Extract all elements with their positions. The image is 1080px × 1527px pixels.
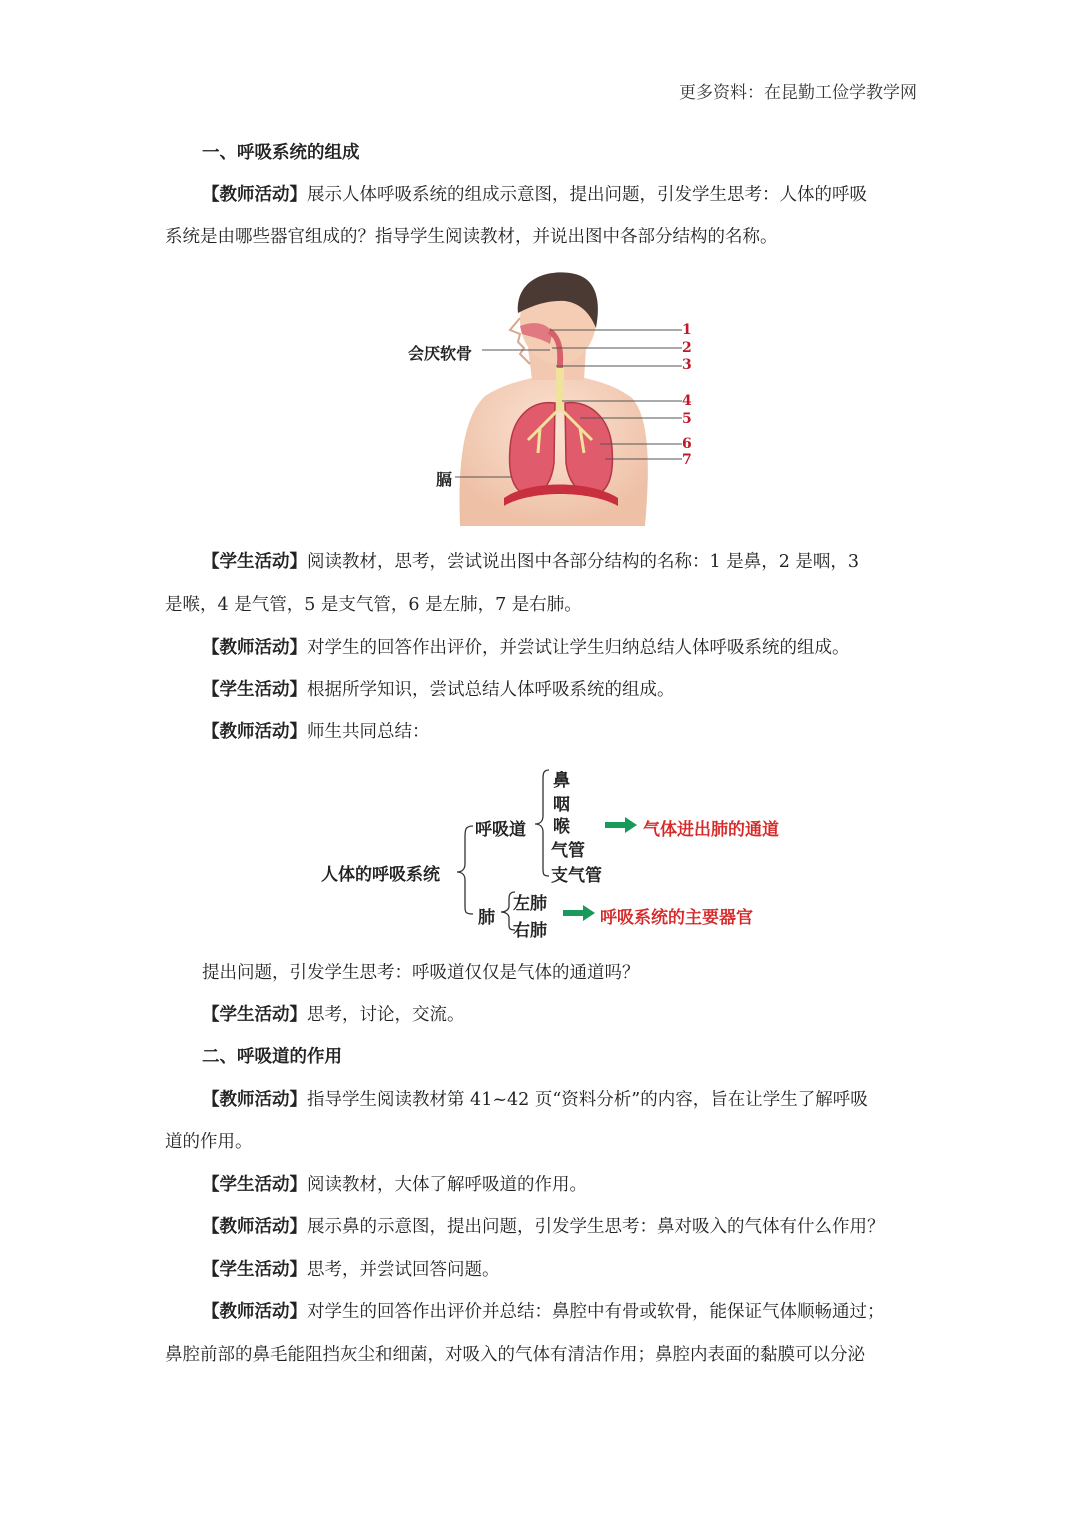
lung-note: 呼吸系统的主要器官 — [600, 908, 753, 928]
figure-number-6: 6 — [682, 436, 692, 452]
activity-tag: 【学生活动】 — [202, 680, 307, 700]
paragraph-teacher-2 — [202, 636, 954, 660]
diagram-root: 人体的呼吸系统 — [321, 865, 440, 885]
activity-tag: 【教师活动】 — [202, 1217, 307, 1237]
paragraph-student-4 — [202, 1173, 954, 1197]
activity-tag: 【教师活动】 — [202, 722, 307, 742]
summary-diagram — [315, 760, 815, 945]
paragraph-student-2 — [202, 678, 954, 702]
paragraph-text: 展示鼻的示意图，提出问题，引发学生思考：鼻对吸入的气体有什么作用？ — [307, 1217, 885, 1237]
lung-item-left: 左肺 — [513, 894, 547, 914]
page-header: 更多资料：在昆勤工俭学教学网 — [679, 83, 917, 103]
diagram-airway: 呼吸道 — [475, 820, 526, 840]
figure-number-5: 5 — [682, 411, 692, 427]
label-diaphragm: 膈 — [436, 470, 453, 489]
paragraph-student-3 — [202, 1003, 954, 1027]
figure-number-4: 4 — [682, 393, 692, 409]
airway-item-nose: 鼻 — [553, 771, 570, 791]
airway-item-larynx: 喉 — [553, 817, 570, 837]
paragraph-text: 对学生的回答作出评价，并尝试让学生归纳总结人体呼吸系统的组成。 — [307, 638, 850, 658]
label-epiglottis: 会厌软骨 — [408, 344, 473, 363]
paragraph-question: 提出问题，引发学生思考：呼吸道仅仅是气体的通道吗？ — [202, 963, 640, 983]
airway-item-trachea: 气管 — [551, 841, 585, 861]
paragraph-student-1-line1 — [202, 550, 954, 574]
figure-number-1: 1 — [682, 322, 692, 338]
paragraph-teacher-5 — [202, 1215, 954, 1239]
section-title-airway-function: 二、呼吸道的作用 — [202, 1047, 342, 1067]
airway-item-pharynx: 咽 — [553, 795, 570, 815]
activity-tag: 【学生活动】 — [202, 552, 307, 572]
paragraph-teacher-4-line2: 道的作用。 — [165, 1132, 253, 1152]
paragraph-text: 对学生的回答作出评价并总结：鼻腔中有骨或软骨，能保证气体顺畅通过； — [307, 1302, 885, 1322]
paragraph-text: 阅读教材，思考，尝试说出图中各部分结构的名称：1 是鼻，2 是咽，3 — [307, 552, 860, 572]
paragraph-teacher-1-line2: 系统是由哪些器官组成的？指导学生阅读教材，并说出图中各部分结构的名称。 — [165, 227, 778, 247]
activity-tag: 【学生活动】 — [202, 1260, 307, 1280]
paragraph-teacher-1-line1 — [202, 183, 954, 207]
paragraph-teacher-6-line2: 鼻腔前部的鼻毛能阻挡灰尘和细菌，对吸入的气体有清洁作用；鼻腔内表面的黏膜可以分泌 — [165, 1345, 865, 1365]
activity-tag: 【教师活动】 — [202, 185, 307, 205]
paragraph-text: 根据所学知识，尝试总结人体呼吸系统的组成。 — [307, 680, 675, 700]
paragraph-text: 师生共同总结： — [307, 722, 430, 742]
paragraph-text: 阅读教材，大体了解呼吸道的作用。 — [307, 1175, 587, 1195]
lung-item-right: 右肺 — [513, 921, 547, 941]
section-title-composition: 一、呼吸系统的组成 — [202, 143, 360, 163]
paragraph-student-1-line2: 是喉，4 是气管，5 是支气管，6 是左肺，7 是右肺。 — [165, 595, 582, 615]
paragraph-text: 展示人体呼吸系统的组成示意图，提出问题，引发学生思考：人体的呼吸 — [307, 185, 867, 205]
activity-tag: 【学生活动】 — [202, 1005, 307, 1025]
activity-tag: 【教师活动】 — [202, 1090, 307, 1110]
paragraph-teacher-4-line1 — [202, 1088, 954, 1112]
activity-tag: 【教师活动】 — [202, 1302, 307, 1322]
paragraph-teacher-3 — [202, 720, 954, 744]
trachea-rings — [556, 368, 564, 408]
diagram-lung: 肺 — [478, 908, 495, 928]
paragraph-text: 思考，讨论，交流。 — [307, 1005, 465, 1025]
activity-tag: 【教师活动】 — [202, 638, 307, 658]
airway-item-bronchi: 支气管 — [551, 866, 602, 886]
arrow-lung-icon — [563, 905, 595, 921]
figure-number-7: 7 — [682, 452, 692, 468]
figure-number-2: 2 — [682, 340, 692, 356]
paragraph-text: 指导学生阅读教材第 41~42 页“资料分析”的内容，旨在让学生了解呼吸 — [307, 1090, 868, 1110]
paragraph-text: 思考，并尝试回答问题。 — [307, 1260, 500, 1280]
arrow-airway-icon — [605, 817, 637, 833]
figure-number-3: 3 — [682, 357, 692, 373]
respiratory-system-figure — [400, 268, 700, 526]
paragraph-student-5 — [202, 1258, 954, 1282]
paragraph-teacher-6-line1 — [202, 1300, 954, 1324]
activity-tag: 【学生活动】 — [202, 1175, 307, 1195]
airway-note: 气体进出肺的通道 — [643, 820, 779, 840]
